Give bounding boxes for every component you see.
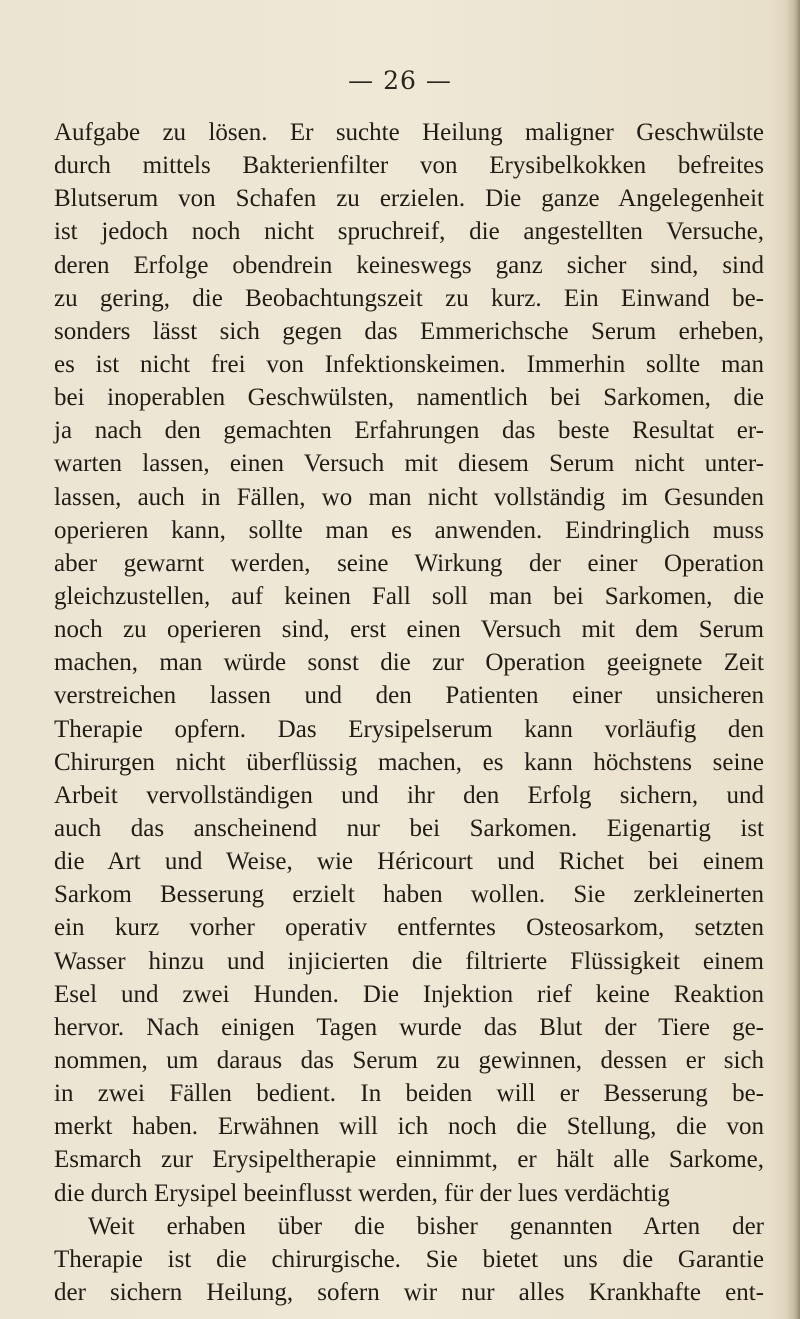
text-line-indented: Weit erhaben über die bisher genannten Arten der xyxy=(88,1212,764,1240)
text-line: Aufgabe zu lösen. Er suchte Heilung maligner Geschwülste xyxy=(54,119,764,146)
text-line: Therapie opfern. Das Erysipelserum kann vorläufig den xyxy=(54,715,764,743)
text-line: verstreichen lassen und den Patienten einer unsicheren xyxy=(54,682,764,710)
text-line: aber gewarnt werden, seine Wirkung der einer Operation xyxy=(54,549,764,577)
text-line: operieren kann, sollte man es anwenden. Eindringlich muss xyxy=(54,516,764,544)
body-text xyxy=(54,116,764,1309)
text-line: ja nach den gemachten Erfahrungen das beste Resultat er- xyxy=(54,417,764,445)
text-line: es ist nicht frei von Infektionskeimen. Immerhin sollte man xyxy=(54,350,764,378)
text-line: noch zu operieren sind, erst einen Versuch mit dem Serum xyxy=(54,616,764,644)
text-line: nommen, um daraus das Serum zu gewinnen, dessen er sich xyxy=(54,1046,764,1074)
text-line: Wasser hinzu und injicierten die filtrierte Flüssigkeit einem xyxy=(54,947,764,975)
text-line: Arbeit vervollständigen und ihr den Erfolg sichern, und xyxy=(54,781,764,809)
text-line: Sarkom Besserung erzielt haben wollen. Sie zerkleinerten xyxy=(54,881,764,909)
text-line: gleichzustellen, auf keinen Fall soll man bei Sarkomen, die xyxy=(54,582,764,610)
text-line: ist jedoch noch nicht spruchreif, die angestellten Versuche, xyxy=(54,218,764,246)
text-line: machen, man würde sonst die zur Operation geeignete Zeit xyxy=(54,649,764,677)
text-line: lassen, auch in Fällen, wo man nicht vollständig im Gesunden xyxy=(54,483,764,511)
text-line: hervor. Nach einigen Tagen wurde das Blut der Tiere ge- xyxy=(54,1013,764,1041)
text-line: die durch Erysipel beeinflusst werden, für der lues verdächtig xyxy=(54,1179,670,1207)
text-line: in zwei Fällen bedient. In beiden will er Besserung be- xyxy=(54,1080,764,1108)
text-line: bei inoperablen Geschwülsten, namentlich bei Sarkomen, die xyxy=(54,384,764,412)
text-line: Esmarch zur Erysipeltherapie einnimmt, er hält alle Sarkome, xyxy=(54,1146,764,1174)
page-number: — 26 — xyxy=(348,66,452,95)
page-edge-shadow xyxy=(786,0,800,1319)
text-line: durch mittels Bakterienfilter von Erysibelkokken befreites xyxy=(54,152,764,180)
text-line: der sichern Heilung, sofern wir nur alles Krankhafte ent- xyxy=(54,1278,764,1306)
text-line: warten lassen, einen Versuch mit diesem Serum nicht unter- xyxy=(54,450,764,478)
text-line: sonders lässt sich gegen das Emmerichsche Serum erheben, xyxy=(54,317,764,345)
text-line: ein kurz vorher operativ entferntes Osteosarkom, setzten xyxy=(54,914,764,942)
text-line: deren Erfolge obendrein keineswegs ganz sicher sind, sind xyxy=(54,251,764,279)
text-line: Blutserum von Schafen zu erzielen. Die ganze Angelegenheit xyxy=(54,185,764,213)
text-line: Esel und zwei Hunden. Die Injektion rief keine Reaktion xyxy=(54,980,764,1008)
text-line: zu gering, die Beobachtungszeit zu kurz. Ein Einwand be- xyxy=(54,284,764,312)
text-line: Therapie ist die chirurgische. Sie bietet uns die Garantie xyxy=(54,1245,764,1273)
text-line: auch das anscheinend nur bei Sarkomen. Eigenartig ist xyxy=(54,814,764,842)
text-line: die Art und Weise, wie Héricourt und Richet bei einem xyxy=(54,848,764,876)
text-line: merkt haben. Erwähnen will ich noch die Stellung, die von xyxy=(54,1113,764,1141)
text-line: Chirurgen nicht überflüssig machen, es kann höchstens seine xyxy=(54,748,764,776)
